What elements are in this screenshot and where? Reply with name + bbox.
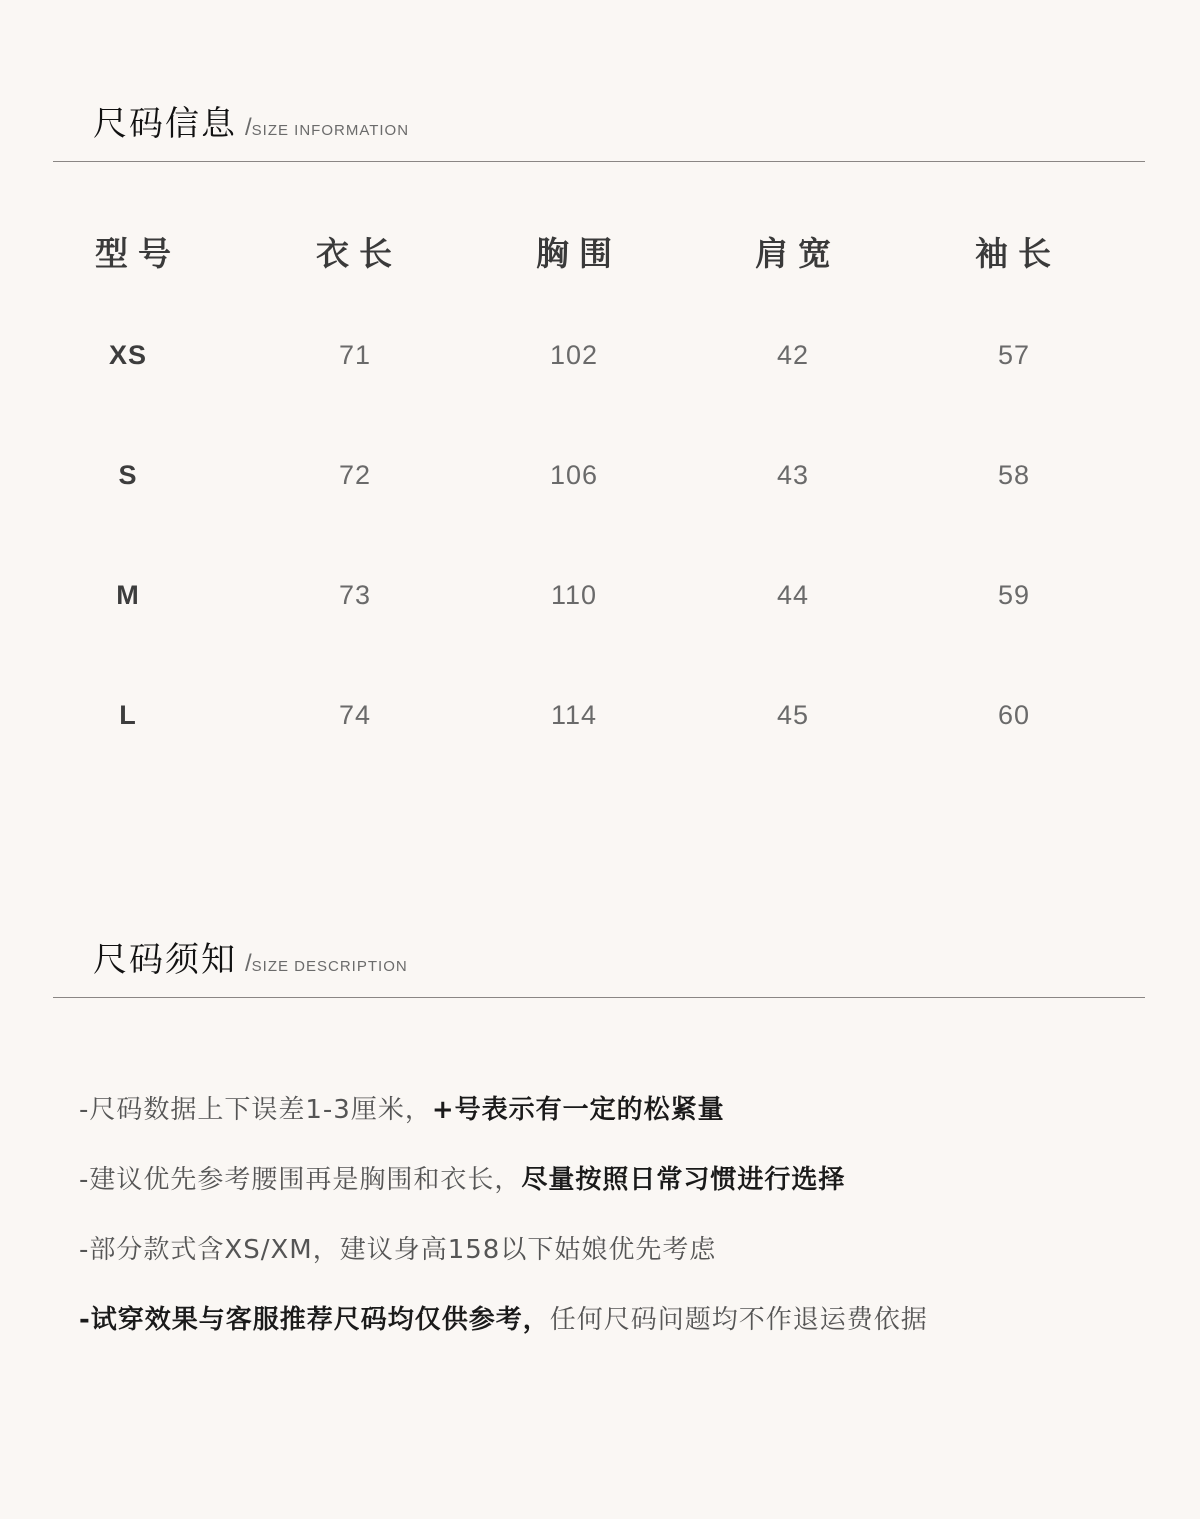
header-chest: 胸围 bbox=[536, 234, 622, 273]
sleeve-value: 58 bbox=[997, 460, 1031, 490]
size-desc-slash: / bbox=[245, 950, 252, 977]
size-info-header bbox=[93, 96, 409, 145]
sleeve-value: 57 bbox=[997, 340, 1031, 370]
note-item bbox=[79, 1089, 725, 1126]
chest-value: 106 bbox=[549, 460, 599, 490]
note-item bbox=[79, 1159, 845, 1196]
size-label: L bbox=[119, 700, 137, 730]
size-label: XS bbox=[108, 340, 148, 370]
note-emphasis: 尽量按照日常习惯进行选择 bbox=[521, 1165, 846, 1195]
length-value: 74 bbox=[338, 700, 372, 730]
size-info-slash: / bbox=[245, 114, 252, 141]
size-desc-header bbox=[93, 932, 408, 981]
length-value: 72 bbox=[338, 460, 372, 490]
note-emphasis: -试穿效果与客服推荐尺码均仅供参考， bbox=[79, 1305, 550, 1335]
header-model: 型号 bbox=[95, 234, 181, 273]
note-emphasis: +号表示有一定的松紧量 bbox=[431, 1095, 725, 1125]
size-desc-subtitle: SIZE DESCRIPTION bbox=[251, 958, 408, 975]
header-sleeve: 袖长 bbox=[975, 234, 1061, 273]
note-tail: 任何尺码问题均不作退运费依据 bbox=[549, 1305, 928, 1335]
size-desc-title: 尺码须知 bbox=[93, 940, 237, 980]
chest-value: 110 bbox=[550, 580, 598, 610]
size-info-divider bbox=[53, 161, 1145, 162]
header-length: 衣长 bbox=[316, 234, 402, 273]
note-text: -部分款式含XS/XM，建议身高158以下姑娘优先考虑 bbox=[79, 1235, 717, 1265]
shoulder-value: 44 bbox=[776, 580, 810, 610]
chest-value: 114 bbox=[550, 700, 598, 730]
size-label: M bbox=[116, 580, 140, 610]
size-info-title: 尺码信息 bbox=[93, 104, 237, 144]
size-desc-divider bbox=[53, 997, 1145, 998]
sleeve-value: 59 bbox=[997, 580, 1031, 610]
chest-value: 102 bbox=[549, 340, 599, 370]
note-item bbox=[79, 1299, 928, 1336]
shoulder-value: 43 bbox=[776, 460, 810, 490]
size-label: S bbox=[118, 460, 138, 490]
sleeve-value: 60 bbox=[997, 700, 1031, 730]
note-text: -建议优先参考腰围再是胸围和衣长， bbox=[79, 1165, 522, 1195]
shoulder-value: 42 bbox=[776, 340, 810, 370]
length-value: 71 bbox=[338, 340, 372, 370]
length-value: 73 bbox=[338, 580, 372, 610]
size-info-subtitle: SIZE INFORMATION bbox=[251, 122, 410, 139]
note-item bbox=[79, 1229, 716, 1266]
header-shoulder: 肩宽 bbox=[755, 234, 841, 273]
shoulder-value: 45 bbox=[776, 700, 810, 730]
note-text: -尺码数据上下误差1-3厘米， bbox=[79, 1095, 432, 1125]
